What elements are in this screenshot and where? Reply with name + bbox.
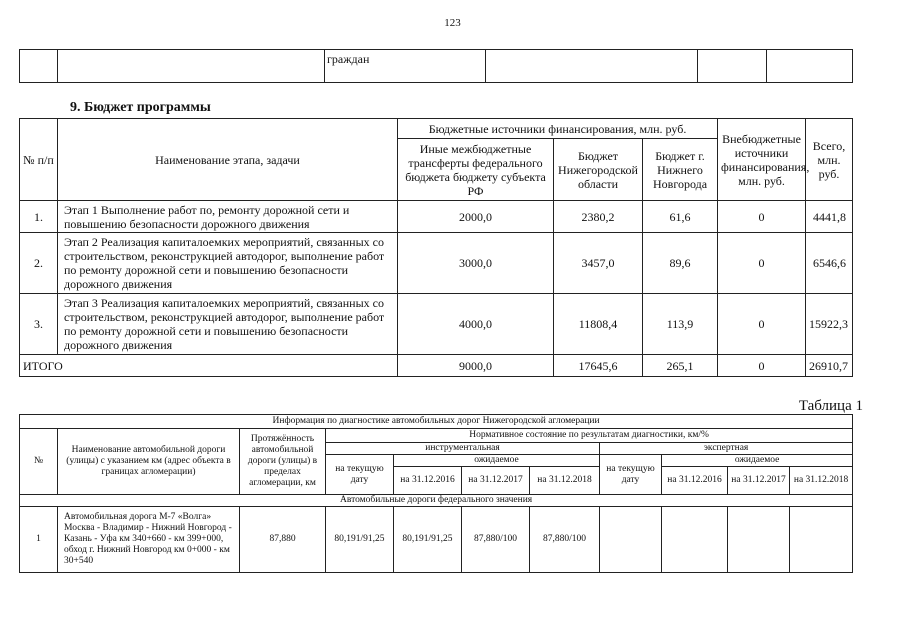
row-city: 61,6 <box>643 201 718 233</box>
diag-header-instr-2018: на 31.12.2018 <box>530 467 600 495</box>
header-regional: Бюджет Нижегородской области <box>554 139 643 201</box>
row-city: 89,6 <box>643 233 718 294</box>
diag-header-instr-2016: на 31.12.2016 <box>394 467 462 495</box>
diagnostics-table <box>19 414 853 573</box>
diag-row-name: Автомобильная дорога М-7 «Волга» Москва - Владимир - Нижний Новгород - Казань - Уфа км 340+660 - км 399+000, обход г. Нижний Новгород км 0+000 - км 30+540 <box>58 507 240 573</box>
continued-table-fragment <box>19 49 853 83</box>
diag-header-name: Наименование автомобильной дороги (улицы) с указанием км (адрес объекта в границах агломерации) <box>58 429 240 495</box>
diag-title: Информация по диагностике автомобильных дорог Нижегородской агломерации <box>20 415 853 429</box>
row-federal: 4000,0 <box>398 294 554 355</box>
fragment-cell-4 <box>486 50 698 83</box>
page-number: 123 <box>444 17 461 29</box>
diag-row-num: 1 <box>20 507 58 573</box>
row-total: 6546,6 <box>806 233 853 294</box>
diag-header-instr-expected: ожидаемое <box>394 455 600 467</box>
total-extra: 0 <box>718 355 806 377</box>
row-num: 2. <box>20 233 58 294</box>
fragment-cell-5 <box>698 50 767 83</box>
diag-header-instr-current: на текущую дату <box>326 455 394 495</box>
diag-row-exp-2016 <box>662 507 728 573</box>
diag-row-exp-2017 <box>728 507 790 573</box>
header-total: Всего, млн. руб. <box>806 119 853 201</box>
row-regional: 3457,0 <box>554 233 643 294</box>
diag-header-instrumental: инструментальная <box>326 443 600 455</box>
row-name: Этап 1 Выполнение работ по, ремонту дорожной сети и повышению безопасности дорожного движения <box>58 201 398 233</box>
diag-header-num: № <box>20 429 58 495</box>
diag-group-row: Автомобильные дороги федерального значения <box>20 495 853 507</box>
diag-header-exp-expected: ожидаемое <box>662 455 853 467</box>
total-federal: 9000,0 <box>398 355 554 377</box>
diag-header-exp-2018: на 31.12.2018 <box>790 467 853 495</box>
header-num: № п/п <box>20 119 58 201</box>
row-federal: 3000,0 <box>398 233 554 294</box>
diag-header-normative: Нормативное состояние по результатам диагностики, км/% <box>326 429 853 443</box>
diag-header-exp-2016: на 31.12.2016 <box>662 467 728 495</box>
header-federal: Иные межбюджетные трансферты федерального бюджета бюджету субъекта РФ <box>398 139 554 201</box>
diag-header-instr-2017: на 31.12.2017 <box>462 467 530 495</box>
row-city: 113,9 <box>643 294 718 355</box>
row-extra: 0 <box>718 201 806 233</box>
row-total: 4441,8 <box>806 201 853 233</box>
row-federal: 2000,0 <box>398 201 554 233</box>
row-num: 1. <box>20 201 58 233</box>
row-name: Этап 3 Реализация капиталоемких мероприятий, связанных со строительством, реконструкцией автодорог, выполнение работ по ремонту дорожной сети и повышению безопасности дорожного движения <box>58 294 398 355</box>
row-total: 15922,3 <box>806 294 853 355</box>
header-extra: Внебюджетные источники финансирования, млн. руб. <box>718 119 806 201</box>
diag-row-instr-2016: 80,191/91,25 <box>394 507 462 573</box>
diag-row-exp-current <box>600 507 662 573</box>
header-budget-sources: Бюджетные источники финансирования, млн. руб. <box>398 119 718 139</box>
diag-header-exp-2017: на 31.12.2017 <box>728 467 790 495</box>
budget-table <box>19 118 853 377</box>
table-row <box>20 294 853 355</box>
total-regional: 17645,6 <box>554 355 643 377</box>
total-total: 26910,7 <box>806 355 853 377</box>
fragment-cell-1 <box>20 50 58 83</box>
row-extra: 0 <box>718 294 806 355</box>
diag-row-instr-current: 80,191/91,25 <box>326 507 394 573</box>
diag-row-length: 87,880 <box>240 507 326 573</box>
diag-row-instr-2017: 87,880/100 <box>462 507 530 573</box>
row-extra: 0 <box>718 233 806 294</box>
diag-row-exp-2018 <box>790 507 853 573</box>
fragment-cell-text: граждан <box>325 50 486 83</box>
diag-header-expert: экспертная <box>600 443 853 455</box>
fragment-cell-6 <box>767 50 853 83</box>
row-regional: 2380,2 <box>554 201 643 233</box>
diag-header-exp-current: на текущую дату <box>600 455 662 495</box>
row-regional: 11808,4 <box>554 294 643 355</box>
diag-header-length: Протяжённость автомобильной дороги (улицы) в пределах агломерации, км <box>240 429 326 495</box>
diag-row-instr-2018: 87,880/100 <box>530 507 600 573</box>
table-row <box>20 233 853 294</box>
total-row <box>20 355 853 377</box>
header-name: Наименование этапа, задачи <box>58 119 398 201</box>
table-row <box>20 507 853 573</box>
total-city: 265,1 <box>643 355 718 377</box>
table-caption: Таблица 1 <box>798 398 863 414</box>
row-num: 3. <box>20 294 58 355</box>
table-row <box>20 201 853 233</box>
total-label: ИТОГО <box>20 355 398 377</box>
header-city: Бюджет г. Нижнего Новгорода <box>643 139 718 201</box>
section-title: 9. Бюджет программы <box>70 100 211 115</box>
row-name: Этап 2 Реализация капиталоемких мероприятий, связанных со строительством, реконструкцией автодорог, выполнение работ по ремонту дорожной сети и повышению безопасности дорожного движения <box>58 233 398 294</box>
fragment-cell-2 <box>58 50 325 83</box>
